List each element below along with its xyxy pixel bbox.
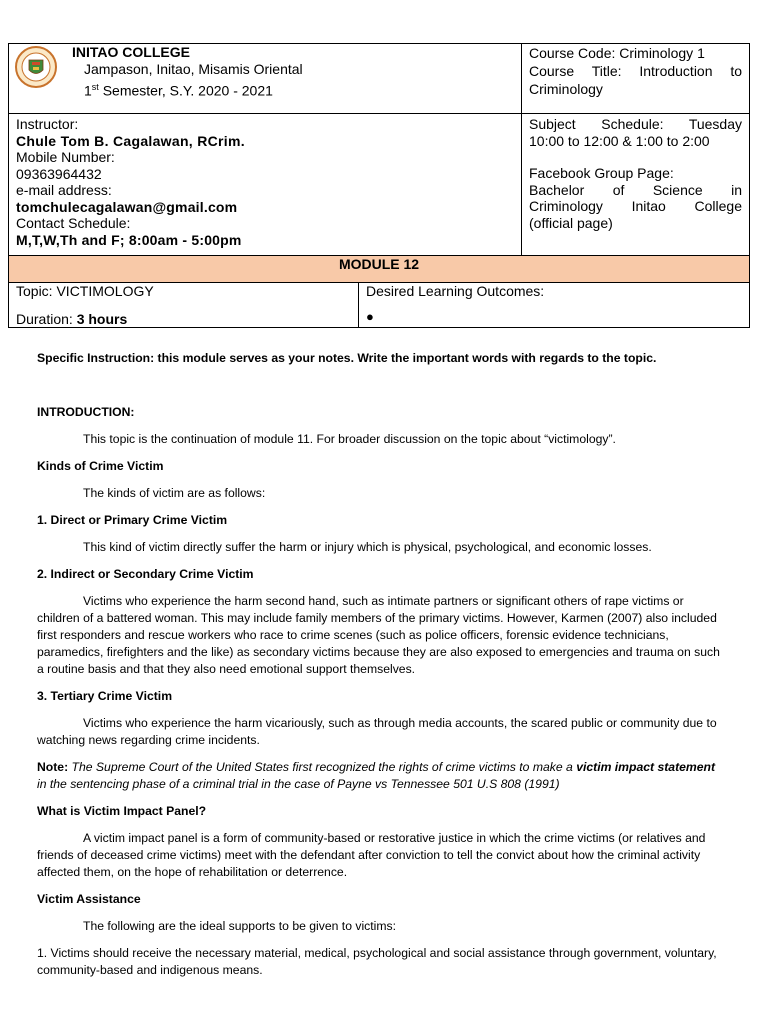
module-body [37, 350, 725, 979]
mobile-label: Mobile Number: [16, 149, 115, 165]
tertiary-victim-heading: 3. Tertiary Crime Victim [37, 689, 173, 703]
victim-assistance-text: The following are the ideal supports to be given to victims: [83, 919, 396, 933]
kinds-text: The kinds of victim are as follows: [83, 486, 266, 500]
learning-outcomes-cell [359, 282, 750, 328]
college-name: INITAO COLLEGE [72, 44, 190, 60]
supreme-court-note: Note: The Supreme Court of the United States first recognized the rights of crime victims to make a victim impact statement in the sentencing phase of a criminal trial in the case of Payne vs Tennessee 501 U.S 808 (1991) [37, 760, 716, 791]
email-address: tomchulecagalawan@gmail.com [16, 198, 238, 215]
email-label: e-mail address: [16, 182, 112, 198]
specific-instruction: Specific Instruction: this module serves as your notes. Write the important words with regards to the topic. [37, 351, 657, 365]
learning-outcomes-label: Desired Learning Outcomes: [366, 283, 545, 299]
course-title-line-2: Criminology [529, 81, 603, 97]
course-title-line-1: Course Title: Introduction to [529, 63, 742, 79]
module-header-table [8, 43, 750, 283]
instructor-label: Instructor: [16, 116, 79, 132]
kinds-heading: Kinds of Crime Victim [37, 459, 164, 473]
schedule-cell [522, 114, 750, 256]
mobile-number: 09363964432 [16, 165, 102, 182]
tertiary-victim-text: Victims who experience the harm vicariously, such as through media accounts, the scared public or community due to watching news regarding crime incidents. [37, 716, 717, 747]
victim-assistance-item-1: 1. Victims should receive the necessary material, medical, psychological and social assistance through government, voluntary, community-based and indigenous means. [37, 946, 717, 977]
secondary-victim-heading: 2. Indirect or Secondary Crime Victim [37, 567, 254, 581]
duration: Duration: 3 hours [16, 310, 128, 327]
course-info-cell [522, 44, 750, 114]
primary-victim-text: This kind of victim directly suffer the harm or injury which is physical, psychological, and economic losses. [83, 540, 652, 554]
contact-schedule: M,T,W,Th and F; 8:00am - 5:00pm [16, 231, 242, 248]
facebook-line-2: Criminology Initao College [529, 198, 742, 214]
subject-schedule-line-2: 10:00 to 12:00 & 1:00 to 2:00 [529, 132, 710, 149]
impact-panel-heading: What is Victim Impact Panel? [37, 804, 207, 818]
semester-line: 1st Semester, S.Y. 2020 - 2021 [84, 82, 273, 99]
contact-label: Contact Schedule: [16, 215, 131, 231]
instructor-name: Chule Tom B. Cagalawan, RCrim. [16, 132, 245, 149]
facebook-line-1: Bachelor of Science in [529, 181, 742, 198]
secondary-victim-text: Victims who experience the harm second hand, such as intimate partners or significant others of rape victims or children of a battered woman. This may include family members of the primary victims. However, Karmen (2007) also included first responders and rescue workers who race to crime scenes (such as police officers, forensic evidence technicians, paramedics, firefighters and the like) as secondary victims because they are also exposed to emergencies and trauma on such a routine basis and that they also need emotional support themselves. [37, 594, 720, 676]
topic-table [8, 282, 750, 328]
impact-panel-text: A victim impact panel is a form of community-based or restorative justice in which the crime victims (or relatives and friends of deceased crime victims) meet with the defendant after conviction to tell the convict about how the criminal activity affected them, on the hope of rehabilitation or deterrence. [37, 831, 706, 879]
introduction-heading: INTRODUCTION: [37, 405, 135, 419]
topic-cell [9, 282, 359, 328]
introduction-text: This topic is the continuation of module 11. For broader discussion on the topic about “victimology”. [83, 432, 616, 446]
bullet-icon: ● [366, 308, 374, 324]
college-info-cell [9, 44, 522, 114]
primary-victim-heading: 1. Direct or Primary Crime Victim [37, 513, 228, 527]
subject-schedule-line-1: Subject Schedule: Tuesday [529, 116, 742, 132]
topic: Topic: VICTIMOLOGY [16, 283, 154, 299]
instructor-cell [9, 114, 522, 256]
facebook-line-3: (official page) [529, 214, 613, 231]
victim-assistance-heading: Victim Assistance [37, 892, 141, 906]
course-code: Course Code: Criminology 1 [529, 45, 705, 61]
college-address: Jampason, Initao, Misamis Oriental [84, 61, 303, 77]
module-title: MODULE 12 [9, 256, 750, 283]
facebook-label: Facebook Group Page: [529, 165, 674, 181]
